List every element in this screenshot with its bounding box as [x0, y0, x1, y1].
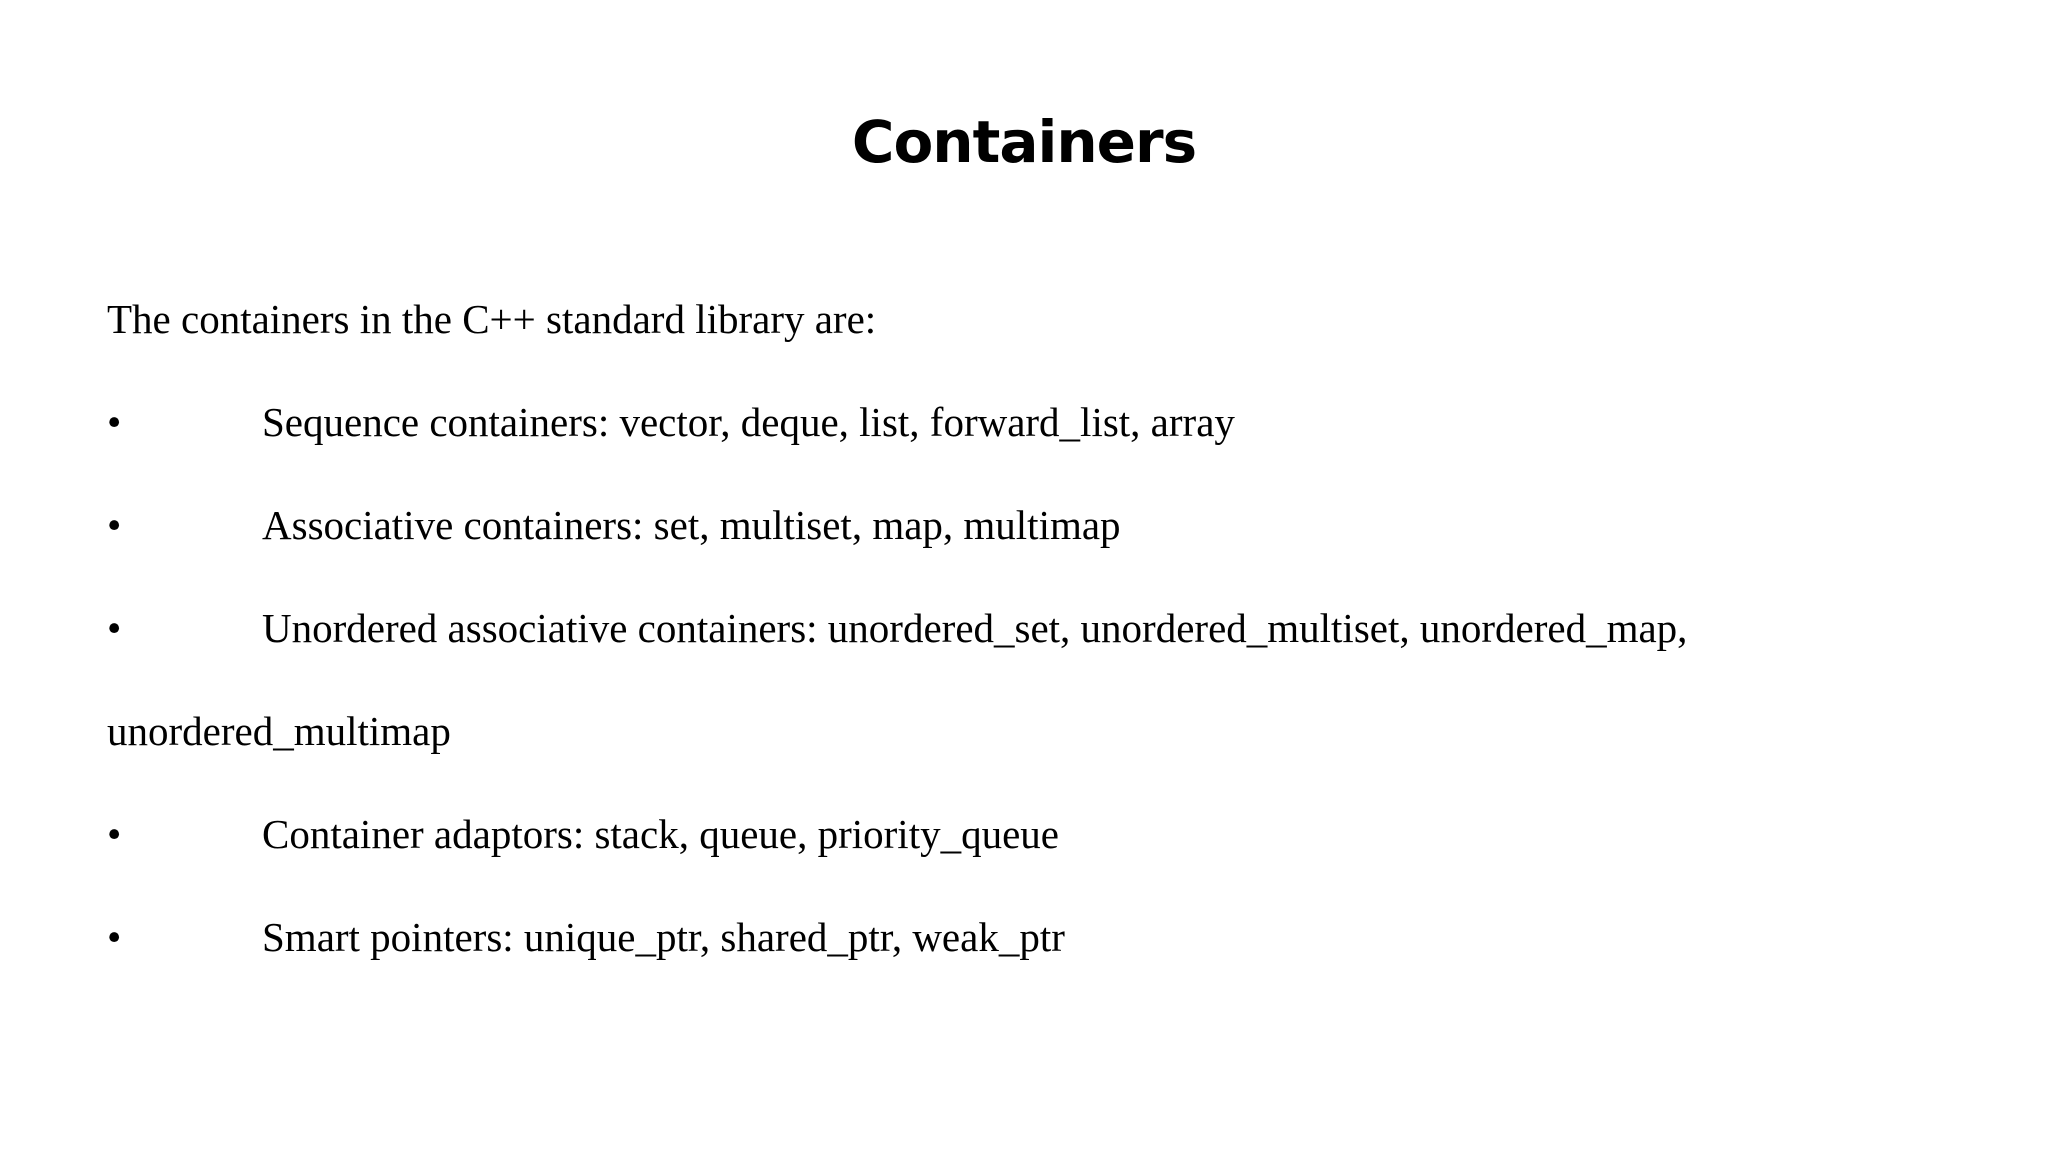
bullet-icon: • [107, 811, 122, 857]
intro-text: The containers in the C++ standard library are: [107, 296, 877, 342]
list-item-text: Sequence containers: vector, deque, list, forward_list, array [262, 399, 1235, 445]
list-item-text: Container adaptors: stack, queue, priority_queue [262, 811, 1059, 857]
slide-title: Containers [851, 108, 1197, 176]
list-item-text: Smart pointers: unique_ptr, shared_ptr, weak_ptr [262, 914, 1065, 960]
bullet-icon: • [107, 502, 122, 548]
list-item-text: Unordered associative containers: unordered_set, unordered_multiset, unordered_map, [262, 605, 1688, 651]
bullet-icon: • [107, 605, 122, 651]
list-item-text: Associative containers: set, multiset, map, multimap [262, 502, 1121, 548]
bullet-icon: • [107, 914, 122, 960]
list-item-continuation: unordered_multimap [107, 708, 451, 754]
bullet-icon: • [107, 399, 122, 445]
